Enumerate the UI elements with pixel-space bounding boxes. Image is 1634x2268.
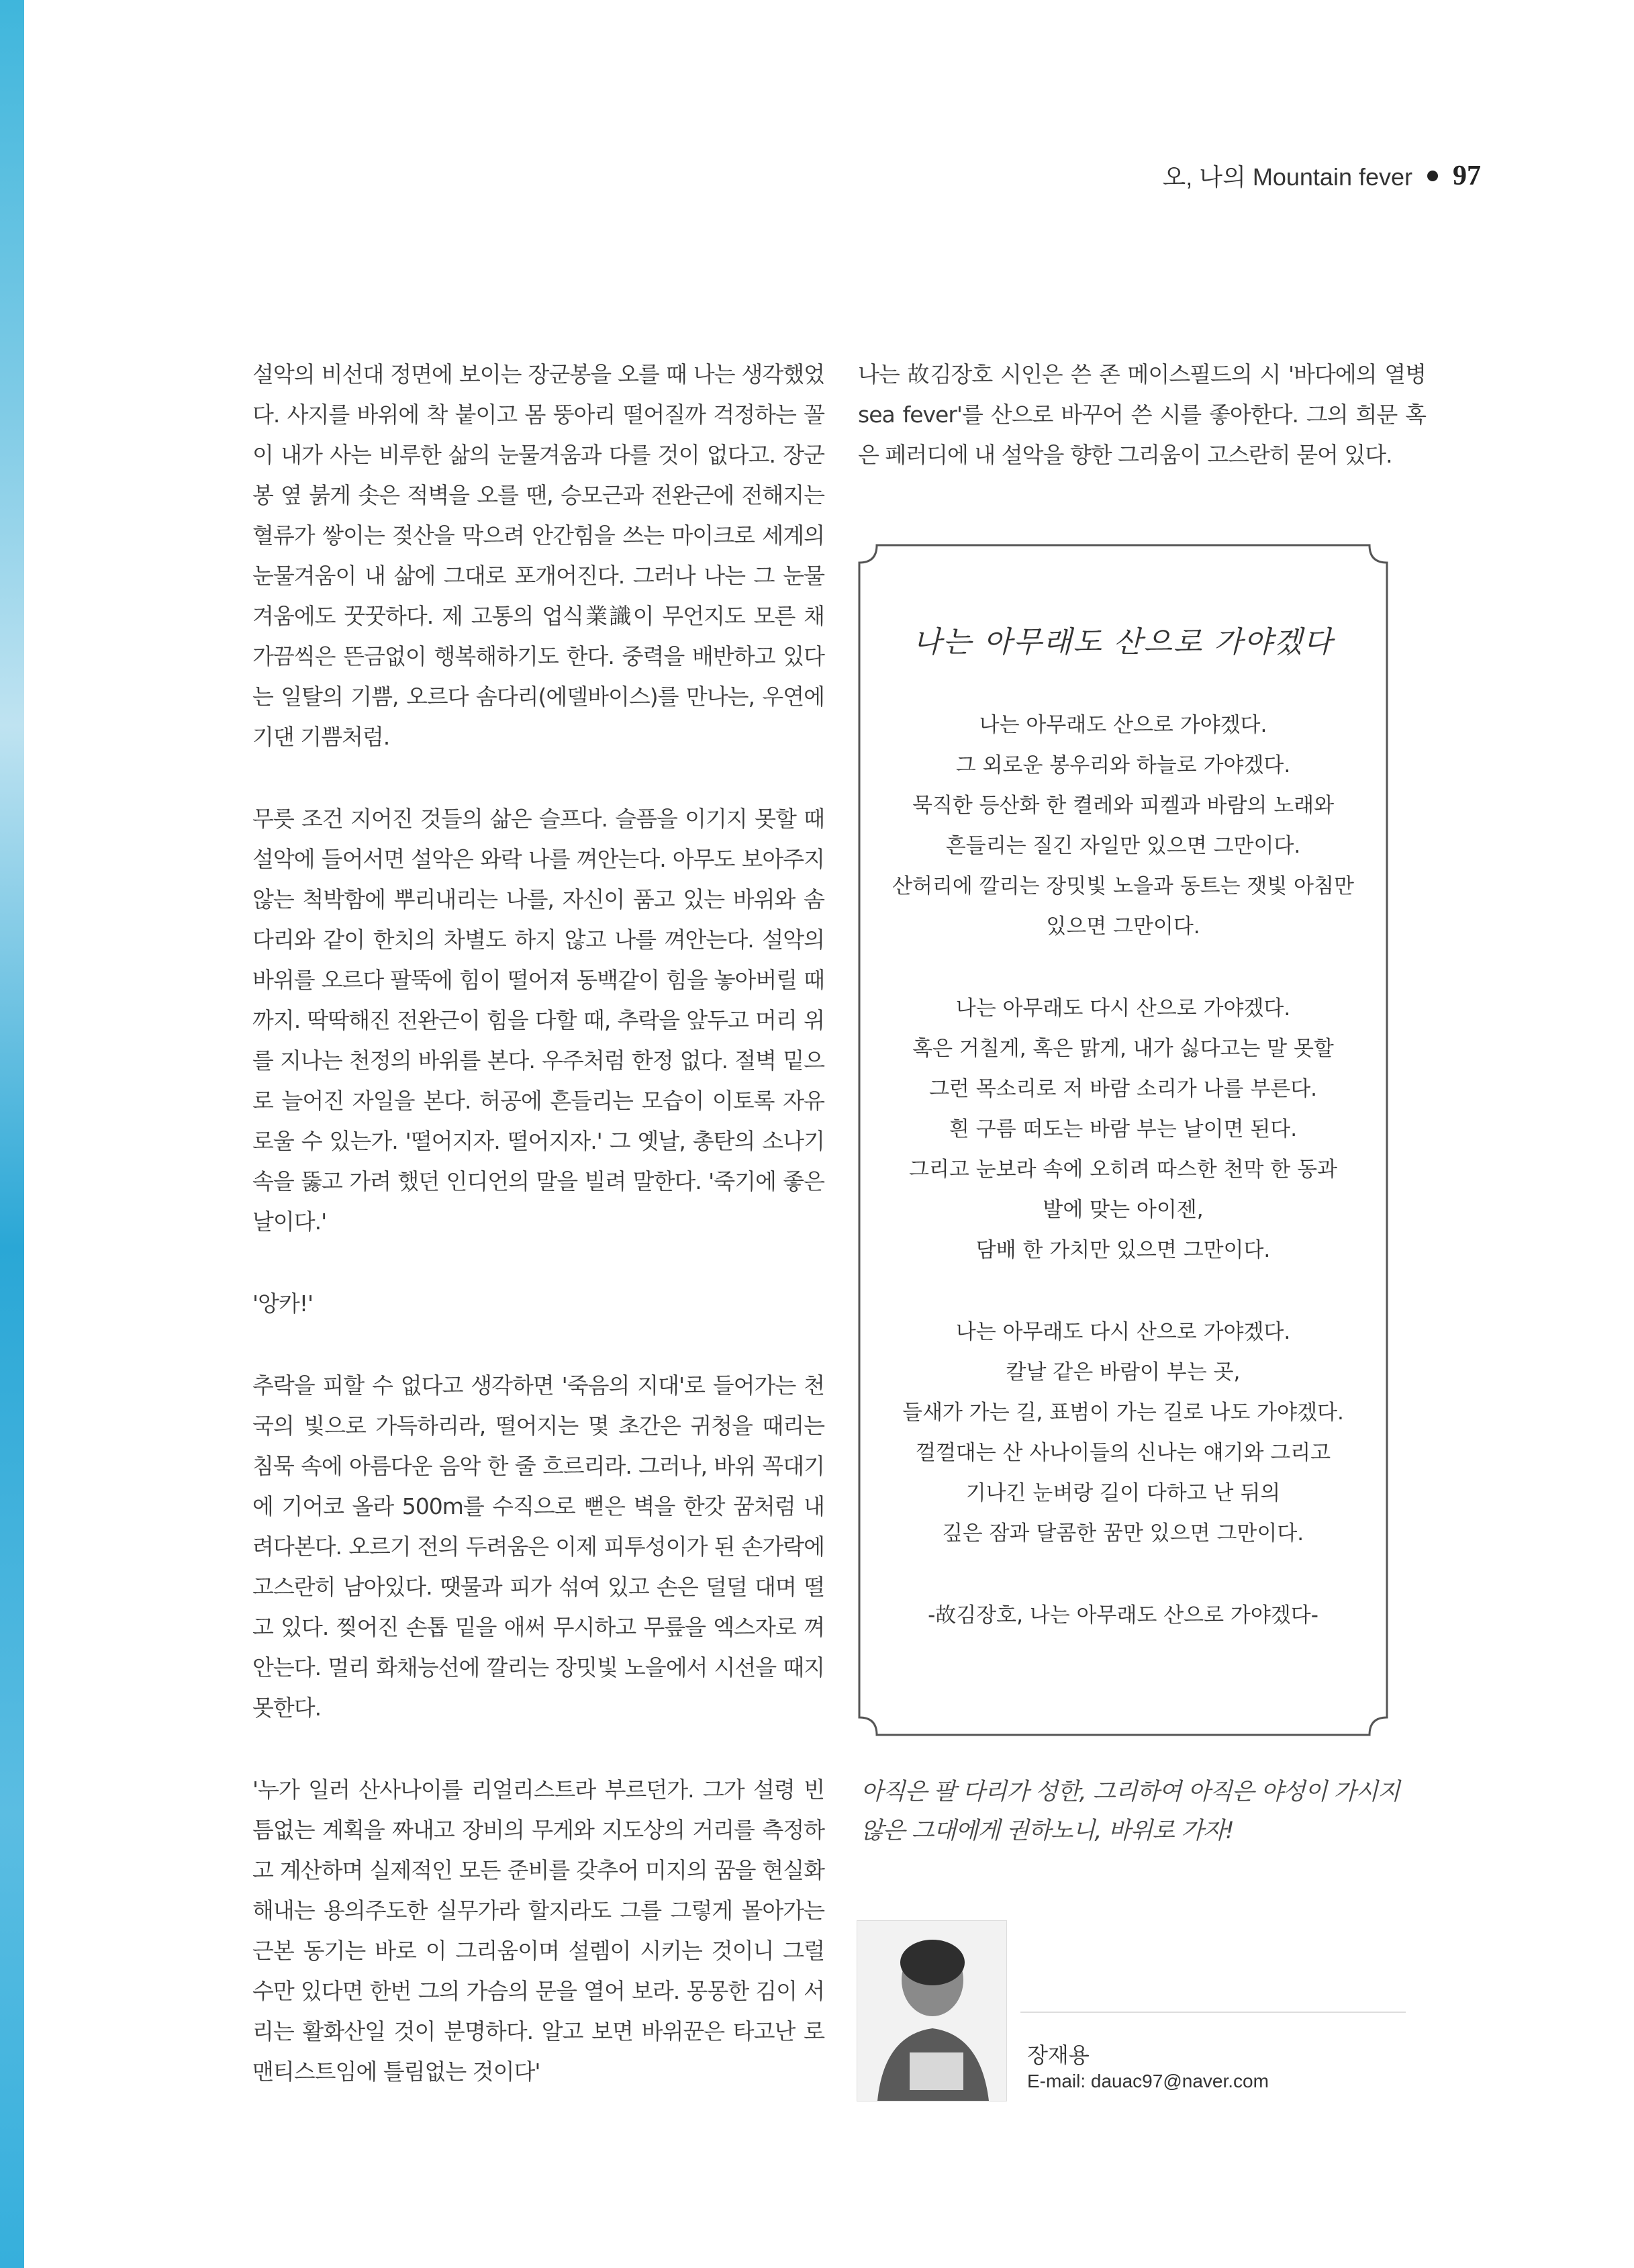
left-column [252, 355, 824, 2134]
poem-line: 나는 아무래도 다시 산으로 가야겠다. [955, 1320, 1291, 1344]
paragraph: 추락을 피할 수 없다고 생각하면 '죽음의 지대'로 들어가는 천국의 빛으로 가득하리라, 떨어지는 몇 초간은 귀청을 때리는 침묵 속에 아름다운 음악 한 줄 흐르리라. 그러나, 바위 꼭대기에 기어코 올라 500m를 수직으로 뻗은 벽을 한갓 꿈처럼 내려다본다. 오르기 전의 두려움은 이제 피투성이가 된 손가락에 고스란히 남아있다. 땟물과 피가 섞여 있고 손은 덜덜 대며 떨고 있다. 찢어진 손톱 밑을 애써 무시하고 무릎을 엑스자로 껴안는다. 멀리 화채능선에 깔리는 장밋빛 노을에서 시선을 때지 못한다. [252, 1372, 824, 1721]
poem-line: 혹은 거칠게, 혹은 맑게, 내가 싫다고는 말 못할 [912, 1037, 1334, 1061]
poem-line: 묵직한 등산화 한 켤레와 피켈과 바람의 노래와 [912, 794, 1335, 818]
poem-line: 그런 목소리로 저 바람 소리가 나를 부른다. [928, 1077, 1318, 1101]
running-head-title: 오, 나의 Mountain fever [1162, 163, 1412, 191]
author-divider [1020, 2012, 1406, 2013]
poem-line: 나는 아무래도 산으로 가야겠다. [979, 713, 1267, 737]
poem-line: 들새가 가는 길, 표범이 가는 길로 나도 가야겠다. [902, 1401, 1344, 1425]
poem-line: 깊은 잠과 달콤한 꿈만 있으면 그만이다. [942, 1521, 1304, 1546]
poem-line: 나는 아무래도 다시 산으로 가야겠다. [955, 996, 1291, 1021]
poem-line: 그 외로운 봉우리와 하늘로 가야겠다. [955, 753, 1291, 777]
poem-line: 껄껄대는 산 사나이들의 신나는 얘기와 그리고 [915, 1441, 1331, 1465]
side-color-strip [0, 0, 24, 2268]
poem-line: 그리고 눈보라 속에 오히려 따스한 천막 한 동과 [909, 1157, 1337, 1182]
intro-paragraph: 나는 故김장호 시인은 쓴 존 메이스필드의 시 '바다에의 열병 sea fever'를 산으로 바꾸어 쓴 시를 좋아한다. 그의 희문 혹은 페러디에 내 설악을 향한 그리움이 고스란히 묻어 있다. [858, 361, 1426, 468]
poem-stanza [857, 988, 1390, 1270]
poem-line: 있으면 그만이다. [1046, 914, 1200, 939]
author-email: E-mail: dauac97@naver.com [1027, 2071, 1269, 2091]
running-head [1163, 158, 1481, 193]
poem-line: 발에 맞는 아이젠, [1043, 1198, 1204, 1222]
poem-line: 흰 구름 떠도는 바람 부는 날이면 된다. [949, 1117, 1298, 1141]
poem-stanza [857, 1312, 1390, 1554]
paragraph: '누가 일러 산사나이를 리얼리스트라 부르던가. 그가 설령 빈틈없는 계획을 짜내고 장비의 무게와 지도상의 거리를 측정하고 계산하며 실제적인 모든 준비를 갖추어 미지의 꿈을 현실화 해내는 용의주도한 실무가라 할지라도 그를 그렇게 몰아가는 근본 동기는 바로 이 그리움이며 설렘이 시키는 것이니 그럴 수만 있다면 한번 그의 가슴의 문을 열어 보라. 몽몽한 김이 서리는 활화산일 것이 분명하다. 알고 보면 바위꾼은 타고난 로맨티스트임에 틀림없는 것이다' [252, 1777, 824, 2085]
right-column [858, 355, 1426, 517]
poem-line: 산허리에 깔리는 장밋빛 노을과 동트는 잿빛 아침만 [892, 874, 1354, 898]
poem-stanza [857, 705, 1390, 947]
author-portrait-icon [857, 1921, 1006, 2101]
poem-frame [857, 542, 1390, 1738]
poem-title: 나는 아무래도 산으로 가야겠다 [912, 625, 1334, 659]
author-photo [857, 1920, 1007, 2101]
poem-body [857, 705, 1390, 1636]
closing-text: 아직은 팔 다리가 성한, 그리하여 아직은 야성이 가시지 않은 그대에게 권하노니, 바위로 가자! [861, 1779, 1400, 1844]
paragraph: '앙카!' [252, 1290, 314, 1317]
poem-credit: -故김장호, 나는 아무래도 산으로 가야겠다- [928, 1603, 1318, 1627]
poem-line: 흔들리는 질긴 자일만 있으면 그만이다. [945, 834, 1301, 858]
poem-line: 칼날 같은 바람이 부는 곳, [1006, 1360, 1241, 1384]
paragraph: 설악의 비선대 정면에 보이는 장군봉을 오를 때 나는 생각했었다. 사지를 바위에 착 붙이고 몸 뚱아리 떨어질까 걱정하는 꼴이 내가 사는 비루한 삶의 눈물겨움과 다를 것이 없다고. 장군봉 옆 붉게 솟은 적벽을 오를 땐, 승모근과 전완근에 전해지는 혈류가 쌓이는 젖산을 막으려 안간힘을 쓰는 마이크로 세계의 눈물겨움이 내 삶에 그대로 포개어진다. 그러나 나는 그 눈물겨움에도 꿋꿋하다. 제 고통의 업식業識이 무언지도 모른 채 가끔씩은 뜬금없이 행복해하기도 한다. 중력을 배반하고 있다는 일탈의 기쁨, 오르다 솜다리(에델바이스)를 만나는, 우연에 기댄 기쁨처럼. [252, 361, 824, 750]
paragraph: 무릇 조건 지어진 것들의 삶은 슬프다. 슬픔을 이기지 못할 때 설악에 들어서면 설악은 와락 나를 껴안는다. 아무도 보아주지 않는 척박함에 뿌리내리는 나를, 자신이 품고 있는 바위와 솜다리와 같이 한치의 차별도 하지 않고 나를 껴안는다. 설악의 바위를 오르다 팔뚝에 힘이 떨어져 동백같이 힘을 놓아버릴 때까지. 딱딱해진 전완근이 힘을 다할 때, 추락을 앞두고 머리 위를 지나는 천정의 바위를 본다. 우주처럼 한정 없다. 절벽 밑으로 늘어진 자일을 본다. 허공에 흔들리는 모습이 이토록 자유로울 수 있는가. '떨어지자. 떨어지자.' 그 옛날, 총탄의 소나기 속을 뚫고 가려 했던 인디언의 말을 빌려 말한다. '죽기에 좋은 날이다.' [252, 806, 824, 1235]
poem-line: 기나긴 눈벼랑 길이 다하고 난 뒤의 [965, 1481, 1281, 1505]
page-number: 97 [1453, 160, 1481, 191]
bullet-dot-icon [1427, 171, 1438, 181]
author-name: 장재용 [1027, 2042, 1090, 2068]
poem-line: 담배 한 가치만 있으면 그만이다. [975, 1238, 1271, 1262]
